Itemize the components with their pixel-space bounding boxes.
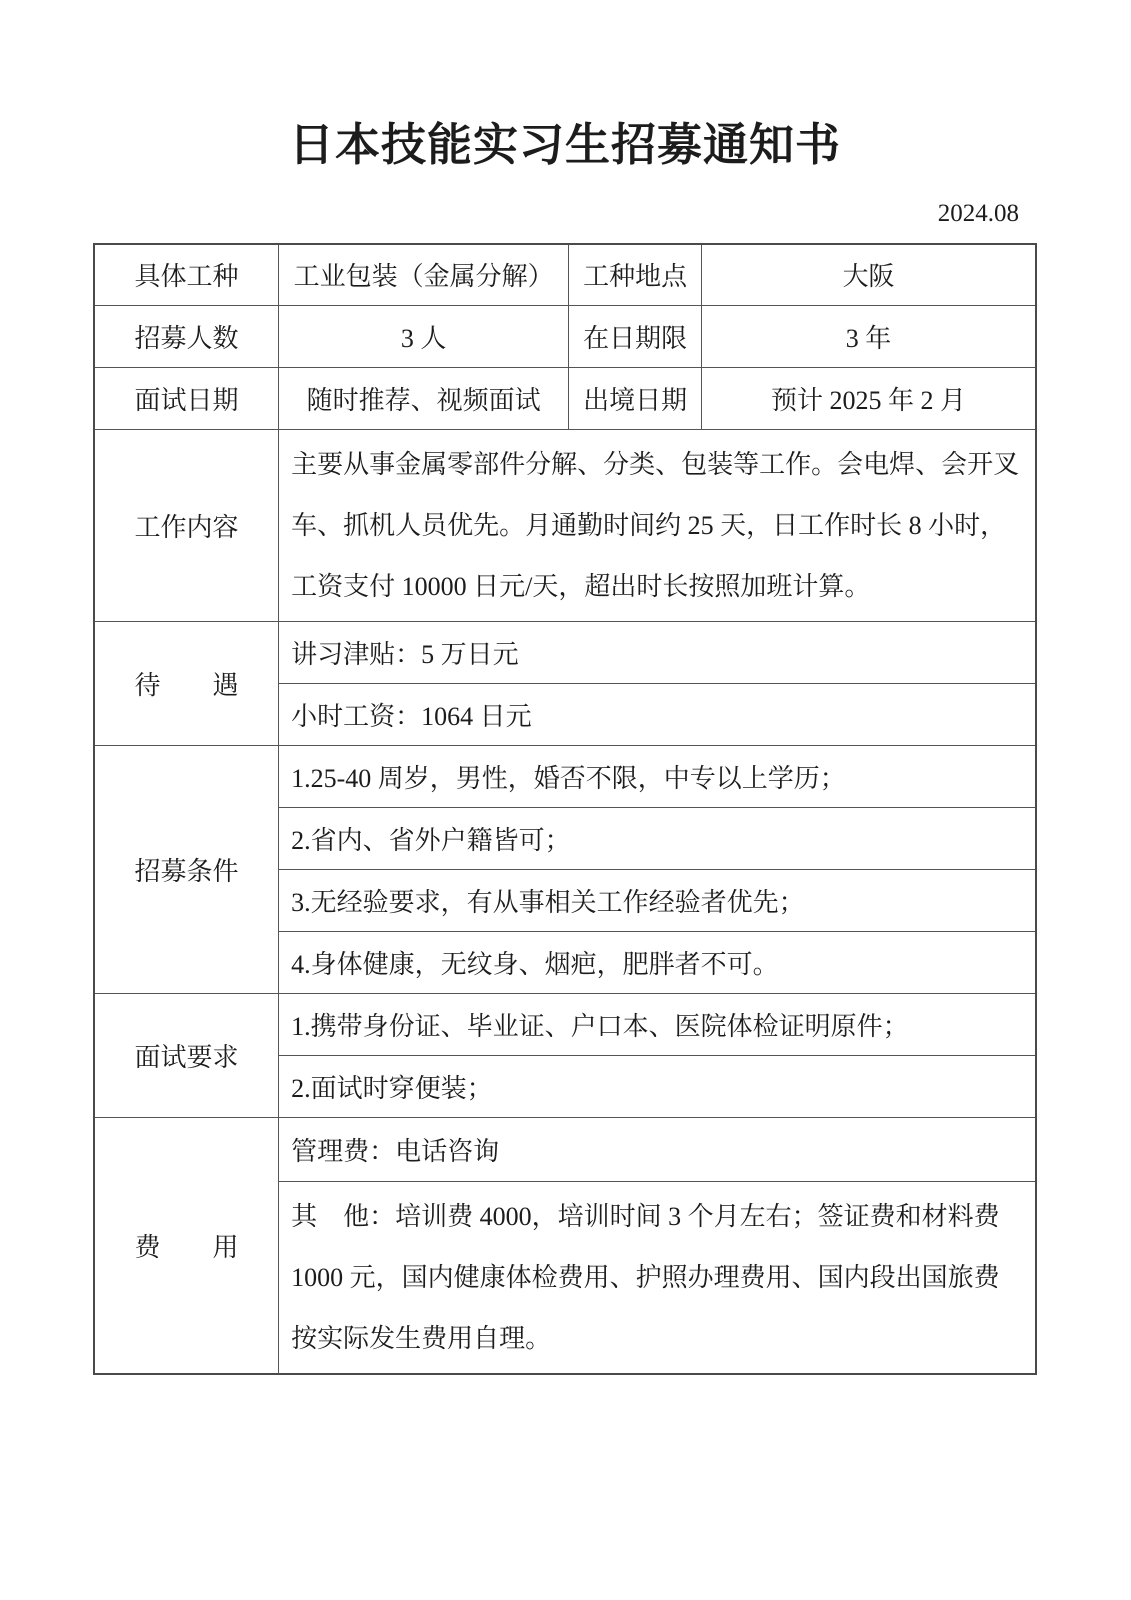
document-date: 2024.08 [937, 200, 1019, 227]
cell-value-stay-period: 3 年 [702, 306, 1036, 368]
table-row-job-type [94, 244, 1036, 306]
cell-value-interview-date: 随时推荐、视频面试 [279, 368, 569, 430]
section-item-requirement-2: 2.省内、省外户籍皆可； [279, 808, 1036, 870]
section-item-fee-management: 管理费：电话咨询 [279, 1118, 1036, 1182]
section-item-benefit-hourly-wage: 小时工资：1064 日元 [279, 684, 1036, 746]
cell-label-interview-date: 面试日期 [94, 368, 279, 430]
section-label-benefits: 待 遇 [94, 622, 279, 746]
cell-value-job-location: 大阪 [702, 244, 1036, 306]
table-row-work-content [94, 430, 1036, 622]
cell-value-headcount: 3 人 [279, 306, 569, 368]
cell-label-departure-date: 出境日期 [569, 368, 702, 430]
section-label-interview-requirements: 面试要求 [94, 994, 279, 1118]
table-row-headcount [94, 306, 1036, 368]
section-label-work-content: 工作内容 [94, 430, 279, 622]
section-item-requirement-4: 4.身体健康，无纹身、烟疤，肥胖者不可。 [279, 932, 1036, 994]
cell-value-job-type: 工业包装（金属分解） [279, 244, 569, 306]
section-item-requirement-1: 1.25-40 周岁，男性，婚否不限，中专以上学历； [279, 746, 1036, 808]
section-item-work-content: 主要从事金属零部件分解、分类、包装等工作。会电焊、会开叉车、抓机人员优先。月通勤时间约 25 天，日工作时长 8 小时，工资支付 10000 日元/天，超出时长按照加班计算。 [279, 430, 1036, 622]
table-row-benefits-1 [94, 622, 1036, 684]
cell-label-stay-period: 在日期限 [569, 306, 702, 368]
section-label-requirements: 招募条件 [94, 746, 279, 994]
cell-label-job-location: 工种地点 [569, 244, 702, 306]
section-item-interview-req-1: 1.携带身份证、毕业证、户口本、医院体检证明原件； [279, 994, 1036, 1056]
table-row-interview-date [94, 368, 1036, 430]
section-item-fee-other: 其 他：培训费 4000，培训时间 3 个月左右；签证费和材料费 1000 元，国内健康体检费用、护照办理费用、国内段出国旅费按实际发生费用自理。 [279, 1182, 1036, 1375]
section-item-benefit-allowance: 讲习津贴：5 万日元 [279, 622, 1036, 684]
recruitment-table [93, 243, 1037, 1376]
cell-label-headcount: 招募人数 [94, 306, 279, 368]
document-title: 日本技能实习生招募通知书 [288, 120, 841, 170]
table-row-fees-1 [94, 1118, 1036, 1182]
table-row-interview-req-1 [94, 994, 1036, 1056]
section-item-interview-req-2: 2.面试时穿便装； [279, 1056, 1036, 1118]
cell-label-job-type: 具体工种 [94, 244, 279, 306]
table-row-requirements-1 [94, 746, 1036, 808]
section-label-fees: 费 用 [94, 1118, 279, 1375]
section-item-requirement-3: 3.无经验要求，有从事相关工作经验者优先； [279, 870, 1036, 932]
cell-value-departure-date: 预计 2025 年 2 月 [702, 368, 1036, 430]
